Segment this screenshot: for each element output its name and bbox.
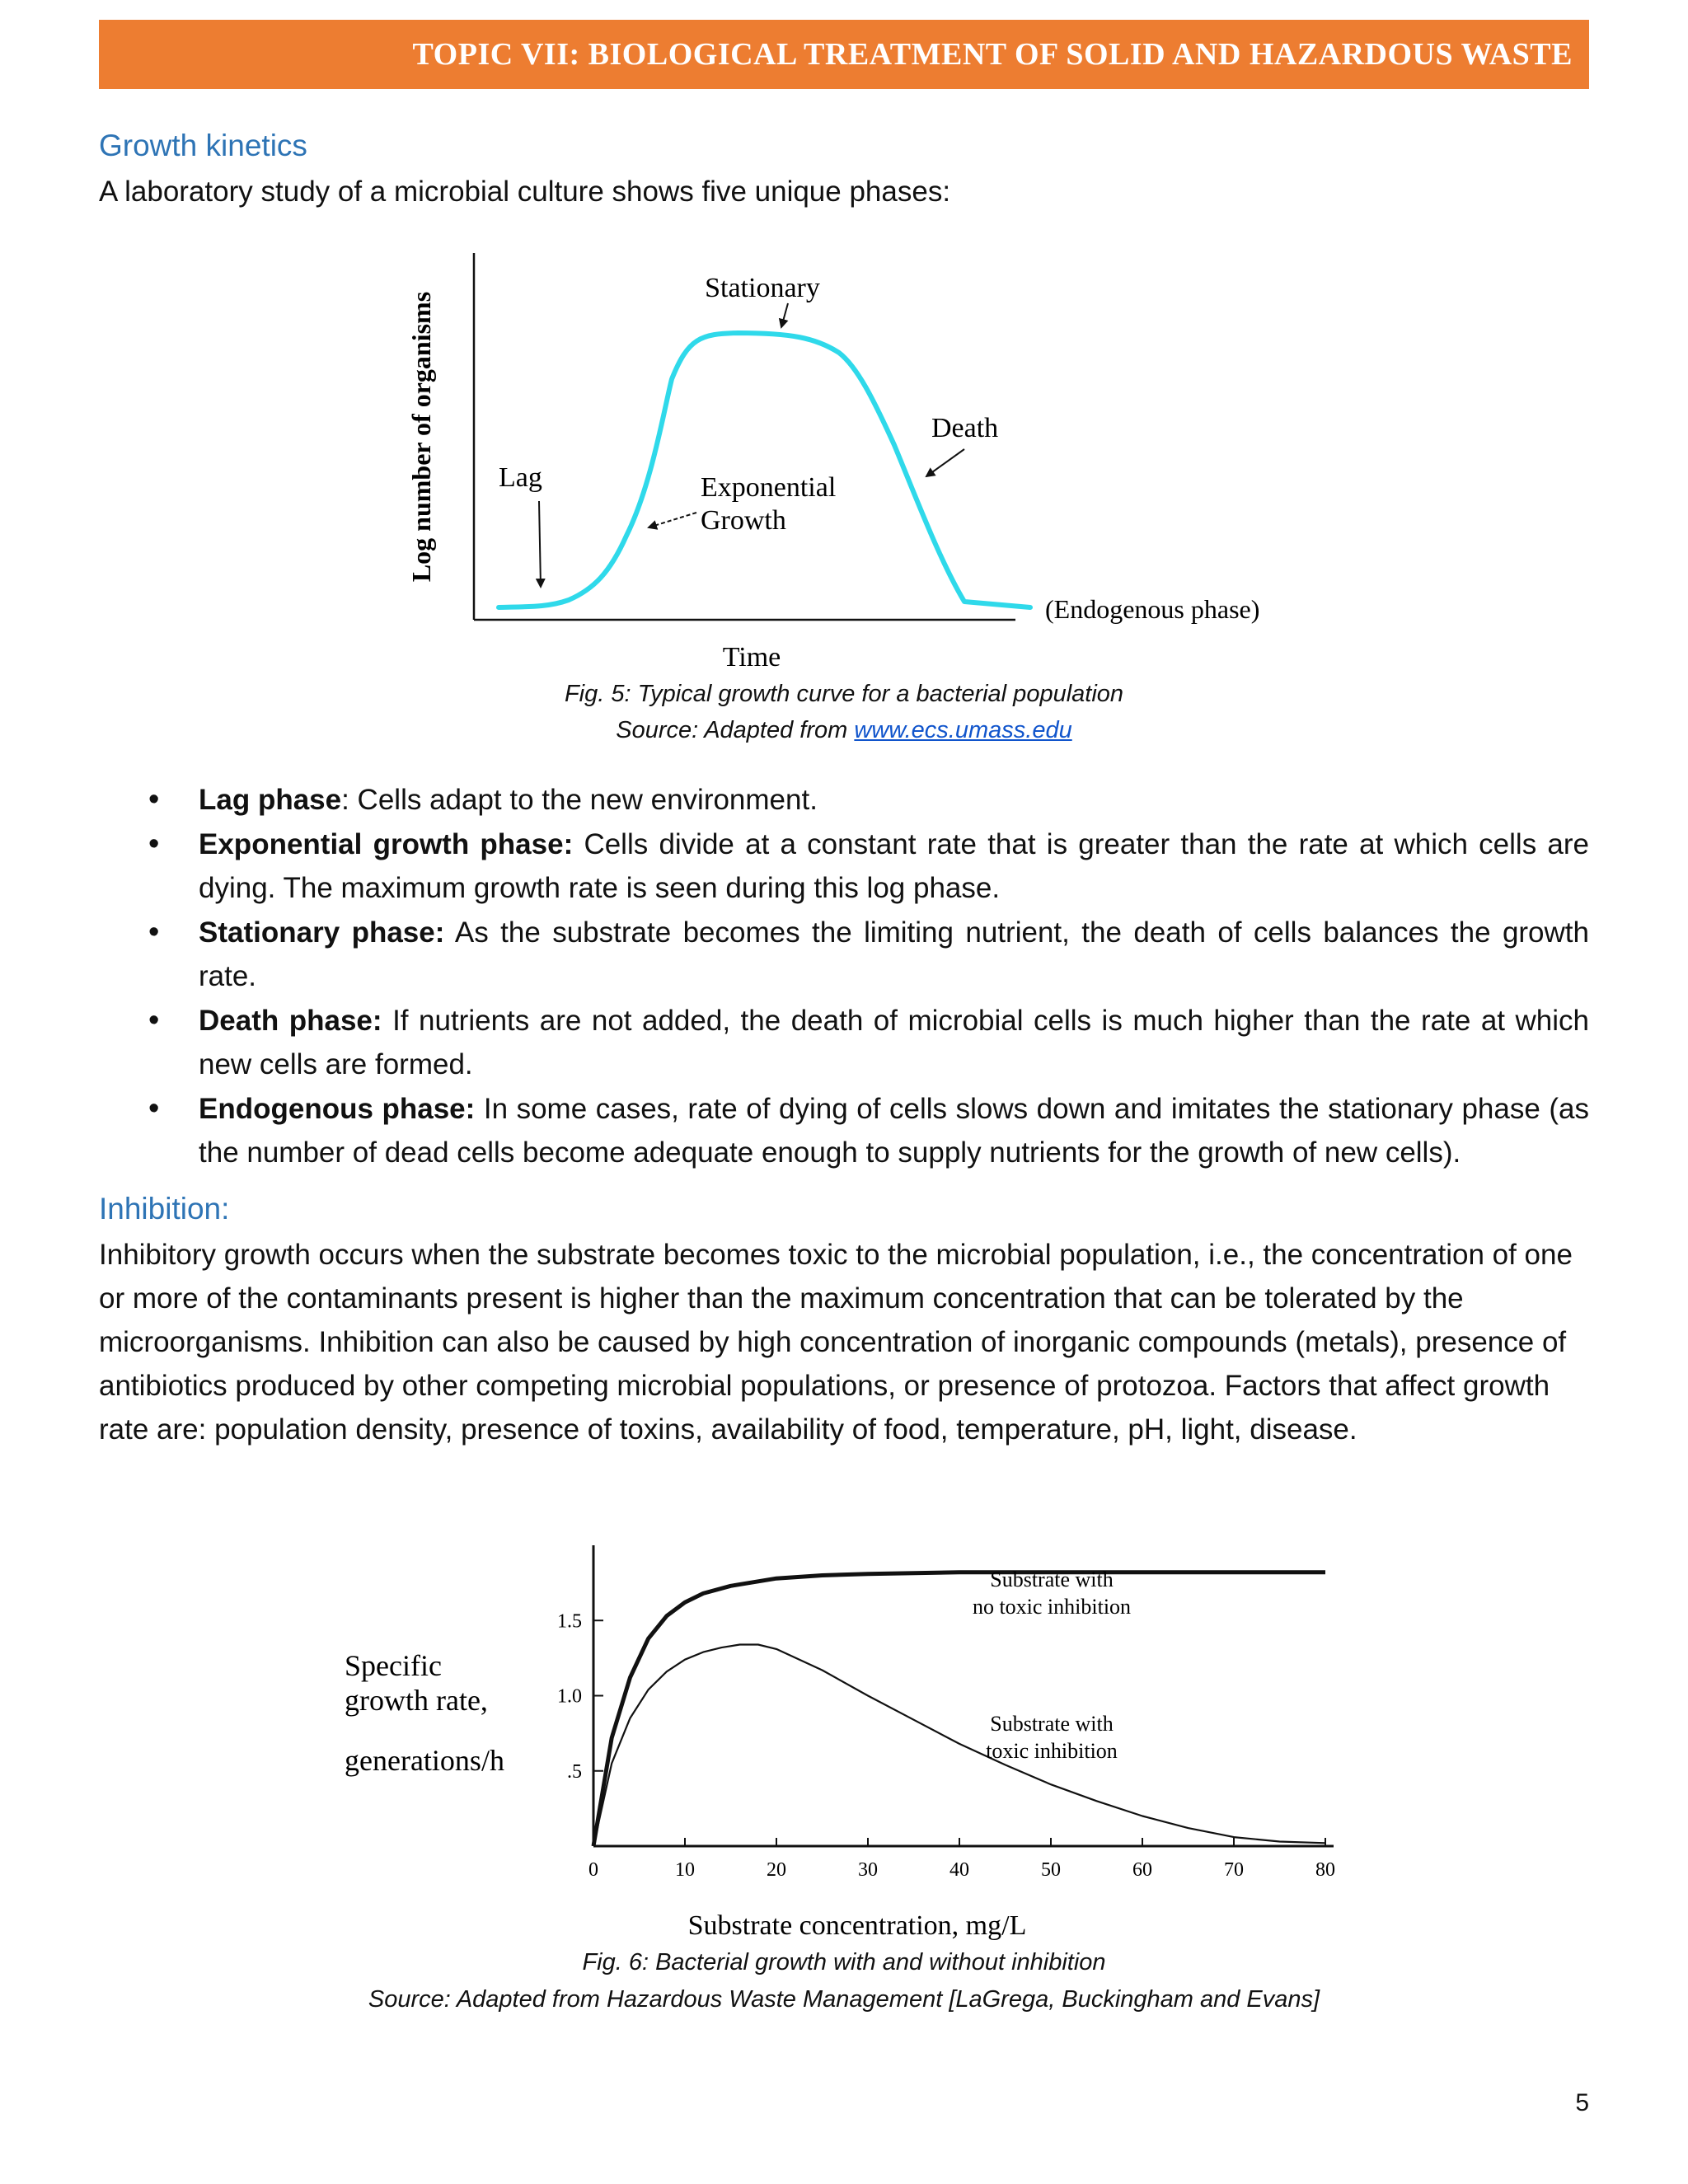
fig6-x-tick-label: 0 [588, 1859, 598, 1881]
fig6-series-label: Substrate with [990, 1568, 1114, 1591]
phase-term: Death phase: [199, 1005, 382, 1037]
topic-banner: TOPIC VII: BIOLOGICAL TREATMENT OF SOLID AND HAZARDOUS WASTE [99, 20, 1589, 89]
inhibition-paragraph: Inhibitory growth occurs when the substrate becomes toxic to the microbial population, i.e., the concentration of one or more of the contaminants present is higher than the maximum concentration that can be tolerated by the microorganisms. Inhibition can also be caused by high concentration of inorganic compounds (metals), presence of antibiotics produced by other competing microbial populations, or presence of protozoa. Factors that affect growth rate are: population density, presence of toxins, availability of food, temperature, pH, light, disease. [99, 1239, 1573, 1446]
fig6-x-tick-label: 40 [950, 1859, 969, 1881]
fig6-series-label: no toxic inhibition [972, 1595, 1132, 1619]
fig6-source: Source: Adapted from Hazardous Waste Management [LaGrega, Buckingham and Evans] [368, 1986, 1320, 2013]
fig6-y-label: generations/h [345, 1744, 504, 1777]
fig6-y-tick-label: 1.0 [557, 1685, 582, 1708]
fig5-growth-curve-line [499, 333, 1030, 607]
fig5-label-lag: Lag [499, 462, 542, 493]
fig6-x-tick-label: 70 [1224, 1859, 1244, 1881]
fig5-label-exponential: Exponential [701, 472, 837, 503]
fig6-caption: Fig. 6: Bacterial growth with and without inhibition [582, 1949, 1106, 1975]
fig6-x-tick-label: 20 [767, 1859, 786, 1881]
fig6-y-tick-label: .5 [567, 1760, 582, 1783]
phase-text: Cells divide at a constant rate that is greater than the rate at which cells are dying. The maximum growth rate is seen during this log phase. [199, 828, 1589, 904]
fig5-source-prefix: Source: Adapted from [616, 717, 848, 743]
fig6-series-label: toxic inhibition [986, 1739, 1118, 1763]
fig5-arrow-death [926, 449, 964, 476]
fig5-caption: Fig. 5: Typical growth curve for a bacterial population [564, 681, 1124, 707]
fig6-x-tick-label: 30 [858, 1859, 878, 1881]
phase-term: Stationary phase: [199, 916, 445, 949]
fig6-y-tick-label: 1.5 [557, 1610, 582, 1633]
phase-text: : Cells adapt to the new environment. [341, 784, 818, 816]
fig5-arrow-lag [539, 501, 541, 587]
phase-item-stationary [99, 911, 1589, 998]
phase-text: As the substrate becomes the limiting nutrient, the death of cells balances the growth rate. [199, 916, 1589, 992]
phase-item-endogenous [99, 1087, 1589, 1174]
fig5-growth-curve [0, 223, 1688, 684]
phase-item-lag [99, 778, 1589, 822]
fig5-arrow-stationary [781, 303, 788, 327]
section-heading-growth-kinetics: Growth kinetics [99, 129, 307, 162]
phase-text: If nutrients are not added, the death of microbial cells is much higher than the rate at which new cells are formed. [199, 1005, 1589, 1080]
fig5-arrow-exponential [649, 513, 696, 527]
phase-item-death [99, 999, 1589, 1086]
phase-term: Exponential growth phase: [199, 828, 574, 860]
fig6-series-label: Substrate with [990, 1712, 1114, 1736]
page-number: 5 [1575, 2089, 1589, 2116]
fig6-y-label: growth rate, [345, 1684, 488, 1717]
fig6-x-tick-label: 80 [1315, 1859, 1335, 1881]
fig6-series-no-inhibition [593, 1572, 1325, 1846]
phase-list [99, 778, 1589, 1175]
fig6-x-tick-label: 10 [675, 1859, 695, 1881]
phase-term: Endogenous phase: [199, 1093, 476, 1125]
fig5-label-growth: Growth [701, 505, 786, 536]
fig5-x-label: Time [722, 642, 781, 673]
fig5-source [0, 717, 1688, 744]
phase-term: Lag phase [199, 784, 342, 816]
section-heading-inhibition: Inhibition: [99, 1192, 230, 1226]
fig5-label-stationary: Stationary [705, 273, 820, 303]
fig6-inhibition-chart [0, 1508, 1688, 1953]
fig6-x-tick-label: 60 [1132, 1859, 1152, 1881]
fig5-source-link[interactable]: www.ecs.umass.edu [854, 717, 1072, 743]
phase-text: In some cases, rate of dying of cells slows down and imitates the stationary phase (as the number of dead cells become adequate enough to supply nutrients for the growth of new cells). [199, 1093, 1589, 1169]
fig6-y-label: Specific [345, 1649, 442, 1682]
intro-paragraph: A laboratory study of a microbial culture shows five unique phases: [99, 176, 951, 208]
phase-item-exponential [99, 823, 1589, 910]
fig6-series-toxic-inhibition [593, 1645, 1325, 1847]
fig5-label-endogenous: (Endogenous phase) [1045, 594, 1260, 624]
fig6-x-tick-label: 50 [1041, 1859, 1061, 1881]
fig5-y-label: Log number of organisms [406, 291, 436, 583]
fig5-label-death: Death [931, 413, 999, 443]
fig6-x-label: Substrate concentration, mg/L [687, 1910, 1027, 1941]
